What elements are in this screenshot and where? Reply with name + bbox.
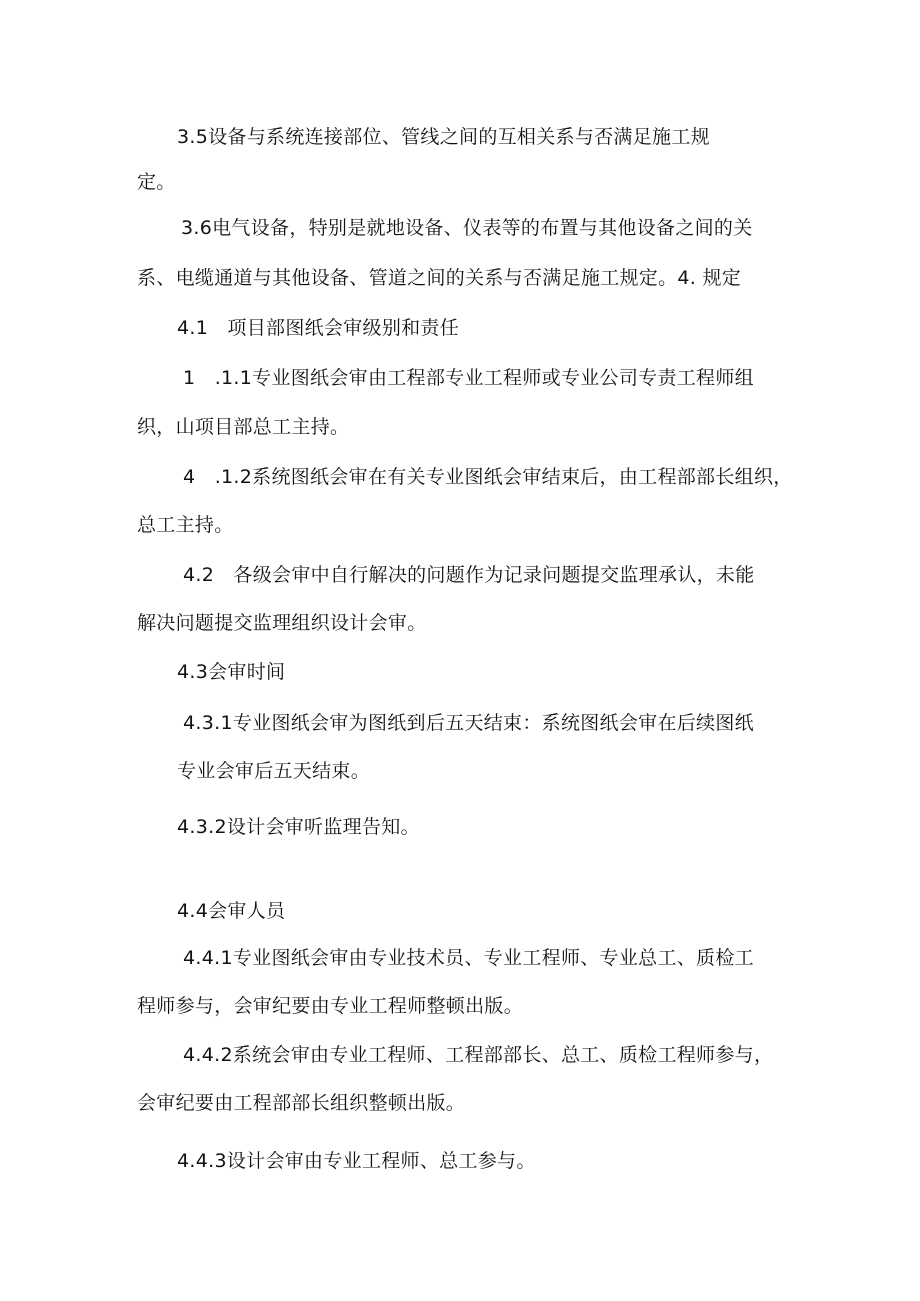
text-line: 4.4.2系统会审由专业工程师、工程部部长、总工、质检工程师参与，	[183, 1044, 774, 1066]
text-line: 系、电缆通道与其他设备、管道之间的关系与否满足施工规定。4. 规定	[137, 267, 742, 289]
text-line: 4.4.3设计会审由专业工程师、总工参与。	[177, 1150, 536, 1172]
text-line: 4 .1.2系统图纸会审在有关专业图纸会审结束后，由工程部部长组织，	[183, 466, 793, 488]
section-heading: 4.4会审人员	[177, 900, 286, 922]
text-line: 会审纪要由工程部部长组织整顿出版。	[137, 1092, 466, 1114]
section-heading: 4.3会审时间	[177, 661, 286, 683]
text-line: 4.2 各级会审中自行解决的问题作为记录问题提交监理承认，未能	[183, 564, 755, 586]
text-line: 程师参与，会审纪要由专业工程师整顿出版。	[137, 995, 524, 1017]
text-line: 4.3.2设计会审听监理告知。	[177, 816, 420, 838]
text-line: 总工主持。	[137, 514, 234, 536]
text-line: 3.6电气设备，特别是就地设备、仪表等的布置与其他设备之间的关	[181, 217, 753, 239]
text-line: 3.5设备与系统连接部位、管线之间的互相关系与否满足施工规	[177, 126, 710, 148]
text-line: 织，山项目部总工主持。	[137, 416, 350, 438]
text-line: 1 .1.1专业图纸会审由工程部专业工程师或专业公司专责工程师组	[183, 367, 754, 389]
text-line: 4.4.1专业图纸会审由专业技术员、专业工程师、专业总工、质检工	[183, 947, 754, 969]
text-line: 专业会审后五天结束。	[177, 760, 371, 782]
text-line: 4.3.1专业图纸会审为图纸到后五天结束：系统图纸会审在后续图纸	[183, 712, 754, 734]
section-heading: 4.1 项目部图纸会审级别和责任	[177, 317, 460, 339]
text-line: 解决问题提交监理组织设计会审。	[137, 612, 427, 634]
text-line: 定。	[137, 171, 176, 193]
